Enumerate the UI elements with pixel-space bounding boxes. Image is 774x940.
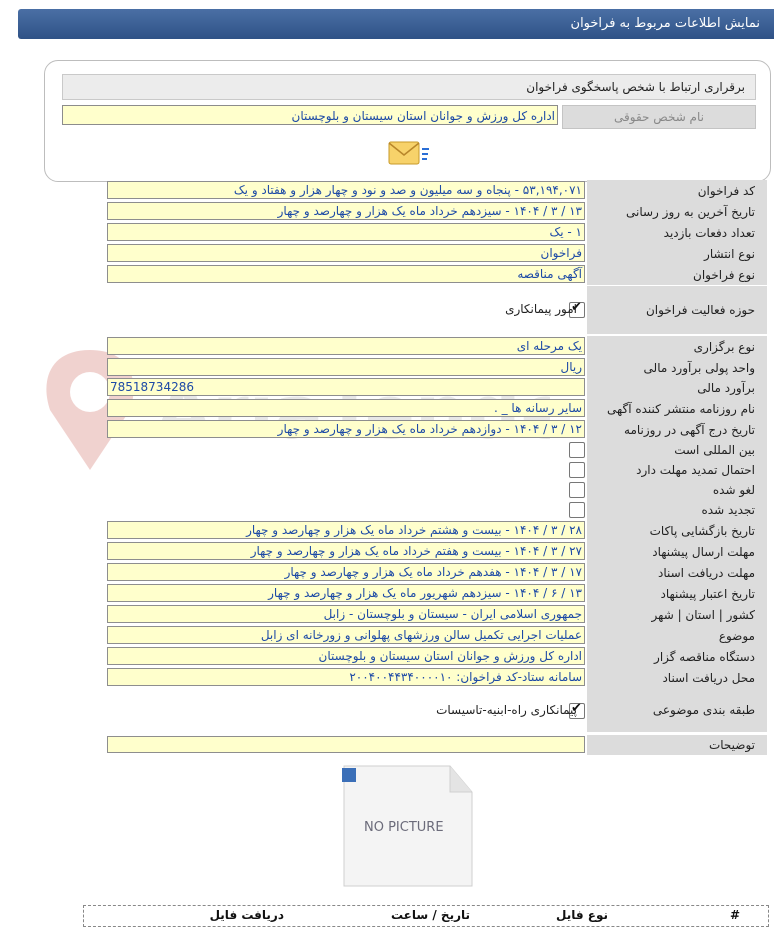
international-checkbox[interactable]: [569, 442, 585, 458]
field-label: برآورد مالی: [587, 377, 767, 398]
renewed-checkbox[interactable]: [569, 502, 585, 518]
field-doc-deadline: [107, 562, 767, 583]
contact-panel: [44, 60, 771, 182]
col-download: دریافت فایل: [209, 908, 284, 922]
col-date: تاریخ / ساعت: [390, 908, 470, 922]
field-value: ۱۳ / ۳ / ۱۴۰۴ - سیزدهم خرداد ماه یک هزار و چهارصد و چهار: [107, 202, 585, 220]
field-label: حوزه فعالیت فراخوان: [587, 286, 767, 334]
col-file-type: نوع فایل: [556, 908, 608, 922]
field-newspaper: [107, 398, 767, 419]
field-value: ۲۷ / ۳ / ۱۴۰۴ - بیست و هفتم خرداد ماه یک هزار و چهارصد و چهار: [107, 542, 585, 560]
field-publish-type: [107, 243, 767, 264]
field-label: احتمال تمدید مهلت دارد: [587, 460, 767, 480]
field-organizer: [107, 646, 767, 667]
cancelled-checkbox[interactable]: [569, 482, 585, 498]
field-doc-place: [107, 667, 767, 688]
field-label: تاریخ درج آگهی در روزنامه: [587, 419, 767, 440]
field-label: نام روزنامه منتشر کننده آگهی: [587, 398, 767, 419]
field-label: کد فراخوان: [587, 180, 767, 201]
field-value: سایر رسانه ها _ .: [107, 399, 585, 417]
image-icon: [342, 768, 356, 782]
page-title: نمایش اطلاعات مربوط به فراخوان: [18, 9, 774, 39]
field-label: مهلت ارسال پیشنهاد: [587, 541, 767, 562]
field-label: بین المللی است: [587, 440, 767, 460]
field-activity: [107, 286, 767, 334]
field-label: واحد پولی برآورد مالی: [587, 357, 767, 378]
field-label: طبقه بندی موضوعی: [587, 688, 767, 732]
no-picture-text: NO PICTURE: [364, 820, 444, 835]
files-table-header: [83, 905, 769, 927]
extension-checkbox[interactable]: [569, 462, 585, 478]
envelope-icon[interactable]: [387, 139, 431, 169]
field-label: تاریخ بازگشایی پاکات: [587, 520, 767, 541]
field-value: 78518734286: [107, 378, 585, 396]
field-value: [107, 736, 585, 753]
field-open-date: [107, 520, 767, 541]
no-picture-image: [338, 762, 478, 892]
field-value: ۱۲ / ۳ / ۱۴۰۴ - دوازدهم خرداد ماه یک هزار و چهارصد و چهار: [107, 420, 585, 438]
field-value: عملیات اجرایی تکمیل سالن ورزشهای پهلوانی و زورخانه ای زابل: [107, 626, 585, 644]
field-value: ۱۳ / ۶ / ۱۴۰۴ - سیزدهم شهریور ماه یک هزار و چهارصد و چهار: [107, 584, 585, 602]
field-value: آگهی مناقصه: [107, 265, 585, 283]
col-index: #: [729, 908, 740, 922]
field-value: ۱ - یک: [107, 223, 585, 241]
field-value: فراخوان: [107, 244, 585, 262]
legal-person-button[interactable]: نام شخص حقوقی: [562, 105, 756, 129]
field-last-update: [107, 201, 767, 222]
field-category: [107, 688, 767, 732]
field-label: توضیحات: [587, 735, 767, 755]
field-label: تاریخ اعتبار پیشنهاد: [587, 583, 767, 604]
field-subject: [107, 625, 767, 646]
field-label: نوع انتشار: [587, 243, 767, 264]
field-validity: [107, 583, 767, 604]
field-currency: [107, 357, 767, 378]
field-call-type: [107, 264, 767, 285]
field-value: ریال: [107, 358, 585, 376]
field-ad-date: [107, 419, 767, 440]
field-value: یک مرحله ای: [107, 337, 585, 355]
field-value: ۱۷ / ۳ / ۱۴۰۴ - هفدهم خرداد ماه یک هزار و چهارصد و چهار: [107, 563, 585, 581]
field-label: مهلت دریافت اسناد: [587, 562, 767, 583]
field-label: نوع برگزاری: [587, 336, 767, 357]
field-label: نوع فراخوان: [587, 264, 767, 285]
field-label: موضوع: [587, 625, 767, 646]
field-value: ۲۸ / ۳ / ۱۴۰۴ - بیست و هشتم خرداد ماه یک هزار و چهارصد و چهار: [107, 521, 585, 539]
field-extension: [107, 460, 767, 480]
field-value: سامانه ستاد-کد فراخوان: ۲۰۰۴۰۰۴۴۳۴۰۰۰۰۱۰: [107, 668, 585, 686]
field-notes: [107, 735, 767, 755]
field-label: تعداد دفعات بازدید: [587, 222, 767, 243]
contact-heading: برقراری ارتباط با شخص پاسخگوی فراخوان: [62, 74, 756, 100]
field-value: اداره کل ورزش و جوانان استان سیستان و بلوچستان: [107, 647, 585, 665]
field-label: تجدید شده: [587, 500, 767, 520]
field-renewed: [107, 500, 767, 520]
field-visits: [107, 222, 767, 243]
checkbox-label: پیمانکاری راه-ابنیه-تاسیسات: [436, 703, 577, 717]
field-value: جمهوری اسلامی ایران - سیستان و بلوچستان - زابل: [107, 605, 585, 623]
field-cancelled: [107, 480, 767, 500]
field-label: تاریخ آخرین به روز رسانی: [587, 201, 767, 222]
field-label: کشور | استان | شهر: [587, 604, 767, 625]
field-label: لغو شده: [587, 480, 767, 500]
field-submit-deadline: [107, 541, 767, 562]
field-estimate: [107, 377, 767, 398]
checkbox-label: امور پیمانکاری: [505, 302, 577, 316]
field-code: [107, 180, 767, 201]
code-value: ۵۳,۱۹۴,۰۷۱ - پنجاه و سه میلیون و صد و نود و چهار هزار و هفتاد و یک: [107, 181, 585, 199]
field-holding-type: [107, 336, 767, 357]
field-label: محل دریافت اسناد: [587, 667, 767, 688]
field-international: [107, 440, 767, 460]
field-label: دستگاه مناقصه گزار: [587, 646, 767, 667]
legal-person-value: اداره کل ورزش و جوانان استان سیستان و بلوچستان: [62, 105, 558, 125]
field-location: [107, 604, 767, 625]
